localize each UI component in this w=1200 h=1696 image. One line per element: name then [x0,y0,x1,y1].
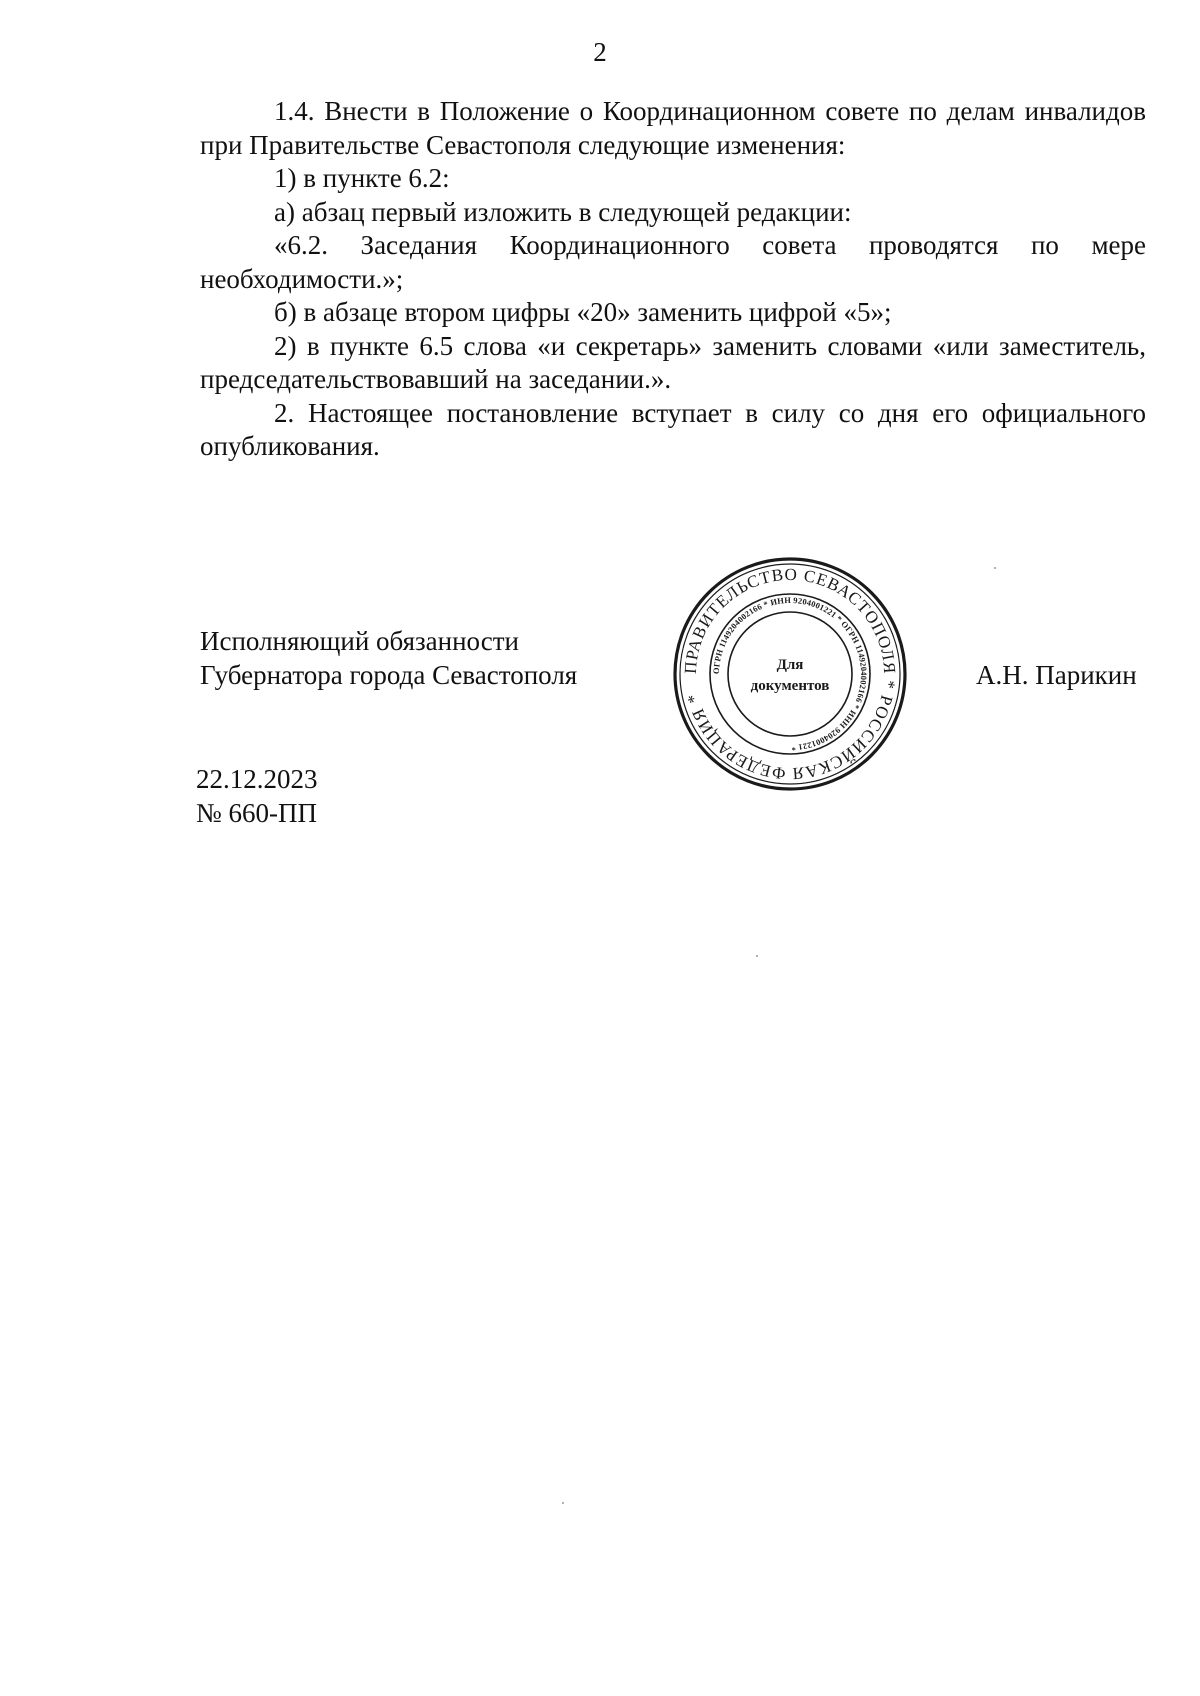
document-date: 22.12.2023 [196,764,318,794]
paragraph-subpoint-b: б) в абзаце втором цифры «20» заменить цифрой «5»; [274,297,892,327]
seal-graphic [670,554,910,794]
signatory-position-line2: Губернатора города Севастополя [200,660,578,690]
signatory-position-line1: Исполняющий обязанности [200,626,519,656]
seal-inner-text: ОГРН 1149204002166 * ИНН 9204001221 * ОГРН 1149204002166 * ИНН 9204001221 * [711,595,869,753]
seal-center-line2: документов [750,678,830,694]
seal-outer-text: ПРАВИТЕЛЬСТВО СЕВАСТОПОЛЯ * РОССИЙСКАЯ ФЕДЕРАЦИЯ * [680,564,900,784]
document-body [200,95,1146,464]
scan-speck [562,1502,564,1504]
paragraph-2-effective: 2. Настоящее постановление вступает в силу со дня его официального опубликования. [200,397,1146,461]
paragraph-point-1: 1) в пункте 6.2: [274,163,450,193]
signatory-name: А.Н. Парикин [976,660,1137,690]
paragraph-1-4: 1.4. Внести в Положение о Координационном совете по делам инвалидов при Правительстве Севастополя следующие изменения: [200,96,1146,160]
document-number: № 660-ПП [196,798,317,828]
paragraph-subpoint-a: а) абзац первый изложить в следующей редакции: [274,196,852,227]
document-meta [196,762,318,830]
scan-speck [756,955,758,957]
paragraph-quote-6-2: «6.2. Заседания Координационного совета проводятся по мере необходимости.»; [200,230,1146,294]
page-number: 2 [593,37,607,67]
paragraph-point-2: 2) в пункте 6.5 слова «и секретарь» заменить словами «или заместитель, председательствовавший на заседании.». [200,330,1146,394]
seal-center-line1: Для [776,657,804,673]
seal-rings [675,559,905,789]
scan-speck [994,567,996,569]
signatory-position [200,624,577,692]
official-seal-stamp [670,554,910,794]
